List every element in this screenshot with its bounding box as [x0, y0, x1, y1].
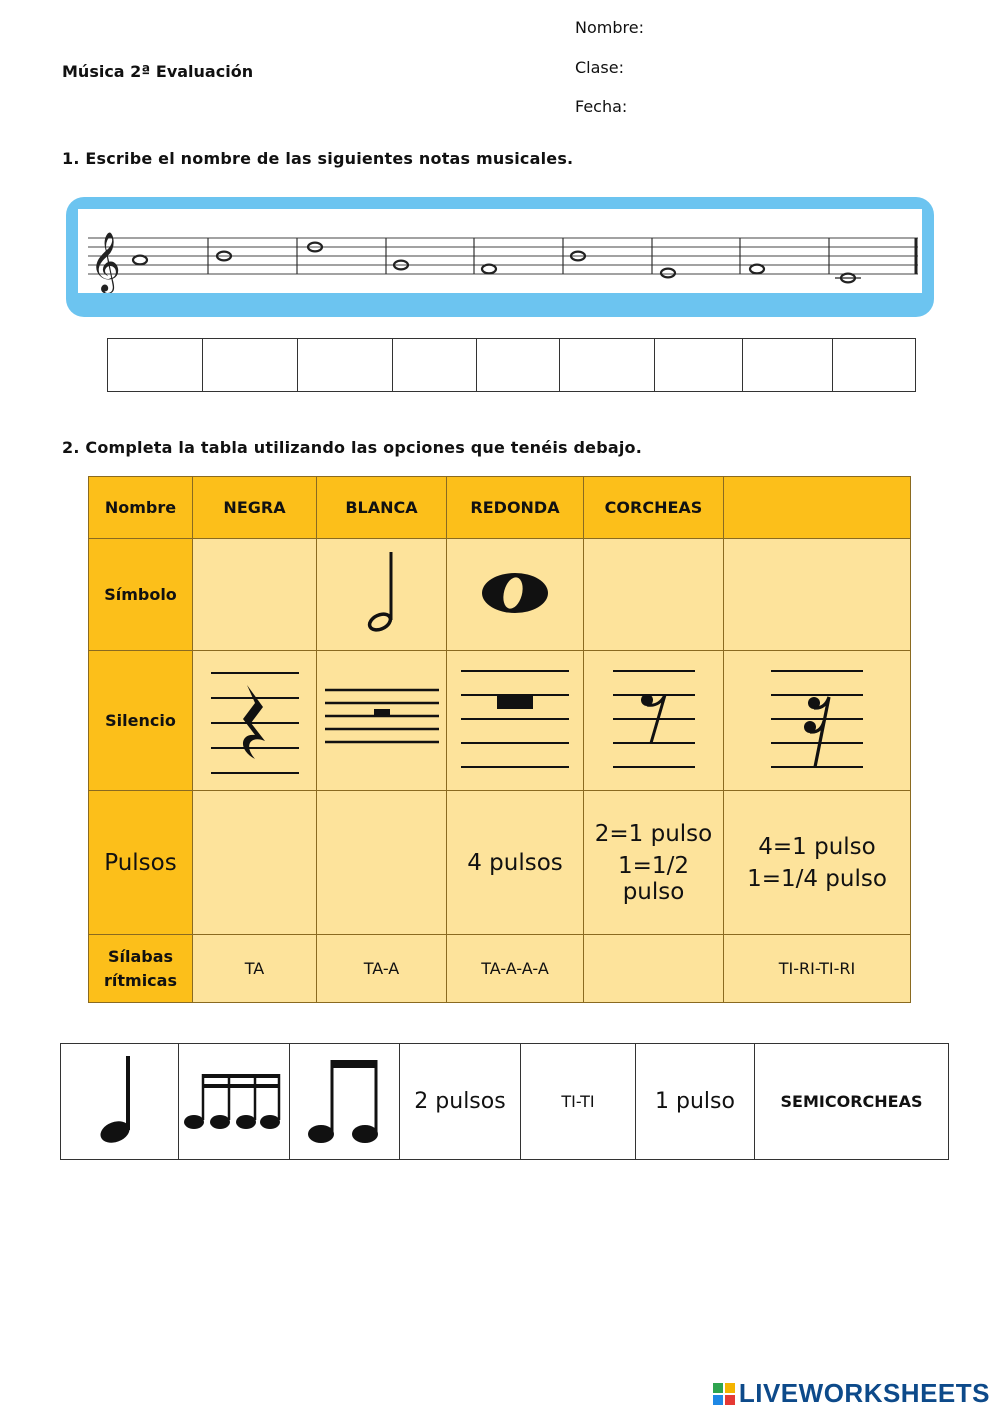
rest-cell-1: [193, 651, 317, 791]
note-answer-2[interactable]: [202, 338, 298, 392]
option-1-pulso[interactable]: 1 pulso: [636, 1044, 755, 1160]
symbol-cell-2: [317, 539, 447, 651]
whole-rest-icon: [459, 667, 571, 771]
row-label-symbol: Símbolo: [89, 539, 193, 651]
beats-cell-5: [724, 791, 911, 935]
rest-cell-4: [584, 651, 724, 791]
name-cell-1: NEGRA: [193, 477, 317, 539]
rest-cell-5: [724, 651, 911, 791]
staff-notes-icon: [78, 209, 922, 293]
note-answer-row: [108, 338, 916, 392]
name-cell-2: BLANCA: [317, 477, 447, 539]
table-row-names: [89, 477, 911, 539]
option-semicorcheas[interactable]: SEMICORCHEAS: [755, 1044, 949, 1160]
name-cell-4: CORCHEAS: [584, 477, 724, 539]
beats-text-4a: 2=1 pulso: [594, 820, 713, 847]
table-row-beats: [89, 791, 911, 935]
staff-frame: [66, 197, 934, 317]
quarter-rest-icon: [207, 663, 303, 775]
four-sixteenth-notes-icon: [182, 1068, 286, 1132]
row-label-beats: Pulsos: [89, 791, 193, 935]
table-row-symbols: [89, 539, 911, 651]
eighth-rest-icon: [611, 667, 697, 771]
note-answer-1[interactable]: [107, 338, 203, 392]
syllable-answer-4[interactable]: [588, 937, 720, 999]
half-rest-icon: [323, 684, 441, 754]
option-sixteenth-notes[interactable]: [179, 1044, 290, 1160]
liveworksheets-logo-icon: [713, 1383, 735, 1405]
half-note-icon: [362, 548, 402, 638]
date-label: Fecha:: [575, 97, 628, 116]
syllable-cell-2: TA-A: [317, 935, 447, 1003]
name-label: Nombre:: [575, 18, 644, 37]
syllable-cell-1: TA: [193, 935, 317, 1003]
rest-cell-3: [447, 651, 584, 791]
option-2-pulsos[interactable]: 2 pulsos: [400, 1044, 521, 1160]
note-answer-5[interactable]: [476, 338, 560, 392]
two-eighth-notes-icon: [305, 1054, 385, 1146]
beats-text-5b: 1=1/4 pulso: [747, 865, 887, 892]
beats-cell-4: [584, 791, 724, 935]
row-label-syllables: Sílabas rítmicas: [89, 935, 193, 1003]
beats-cell-3: [447, 791, 584, 935]
symbol-cell-5[interactable]: [724, 539, 911, 651]
symbol-cell-1[interactable]: [193, 539, 317, 651]
option-quarter-note[interactable]: [61, 1044, 179, 1160]
beats-text-4b: 1=1/2 pulso: [618, 852, 689, 905]
table-row-syllables: [89, 935, 911, 1003]
note-answer-8[interactable]: [742, 338, 833, 392]
beats-answer-1[interactable]: [196, 797, 313, 928]
row-label-rest: Silencio: [89, 651, 193, 791]
rest-cell-2: [317, 651, 447, 791]
worksheet-title: Música 2ª Evaluación: [62, 62, 254, 81]
note-answer-4[interactable]: [392, 338, 477, 392]
note-answer-9[interactable]: [832, 338, 916, 392]
option-eighth-notes[interactable]: [290, 1044, 400, 1160]
beats-answer-2[interactable]: [320, 797, 443, 928]
beats-text-3: 4 pulsos: [467, 849, 563, 876]
note-answer-3[interactable]: [297, 338, 393, 392]
beats-cell-2[interactable]: [317, 791, 447, 935]
symbol-cell-3: [447, 539, 584, 651]
whole-note-icon: [479, 568, 551, 618]
syllable-cell-4[interactable]: [584, 935, 724, 1003]
svg-text:𝄞: 𝄞: [90, 232, 121, 292]
sixteenth-rest-icon: [769, 667, 865, 771]
syllable-cell-5: TI-RI-TI-RI: [724, 935, 911, 1003]
quarter-note-icon: [98, 1052, 142, 1148]
answer-options: [60, 1043, 949, 1160]
row-label-name: Nombre: [89, 477, 193, 539]
note-answer-6[interactable]: [559, 338, 655, 392]
question-2-text: 2. Completa la tabla utilizando las opciones que tenéis debajo.: [62, 438, 643, 457]
music-staff: [78, 209, 922, 293]
name-answer-5[interactable]: [729, 479, 904, 536]
name-cell-3: REDONDA: [447, 477, 584, 539]
option-ti-ti[interactable]: TI-TI: [521, 1044, 636, 1160]
brand-text: LIVEWORKSHEETS: [738, 1378, 990, 1408]
table-row-rests: [89, 651, 911, 791]
symbol-cell-4[interactable]: [584, 539, 724, 651]
syllable-cell-3: TA-A-A-A: [447, 935, 584, 1003]
note-answer-7[interactable]: [654, 338, 743, 392]
brand-footer: [713, 1378, 990, 1409]
beats-text-5a: 4=1 pulso: [758, 833, 876, 860]
music-figures-table: [88, 476, 911, 1003]
class-label: Clase:: [575, 58, 624, 77]
beats-cell-1[interactable]: [193, 791, 317, 935]
question-1-text: 1. Escribe el nombre de las siguientes notas musicales.: [62, 149, 574, 168]
name-cell-5[interactable]: [724, 477, 911, 539]
